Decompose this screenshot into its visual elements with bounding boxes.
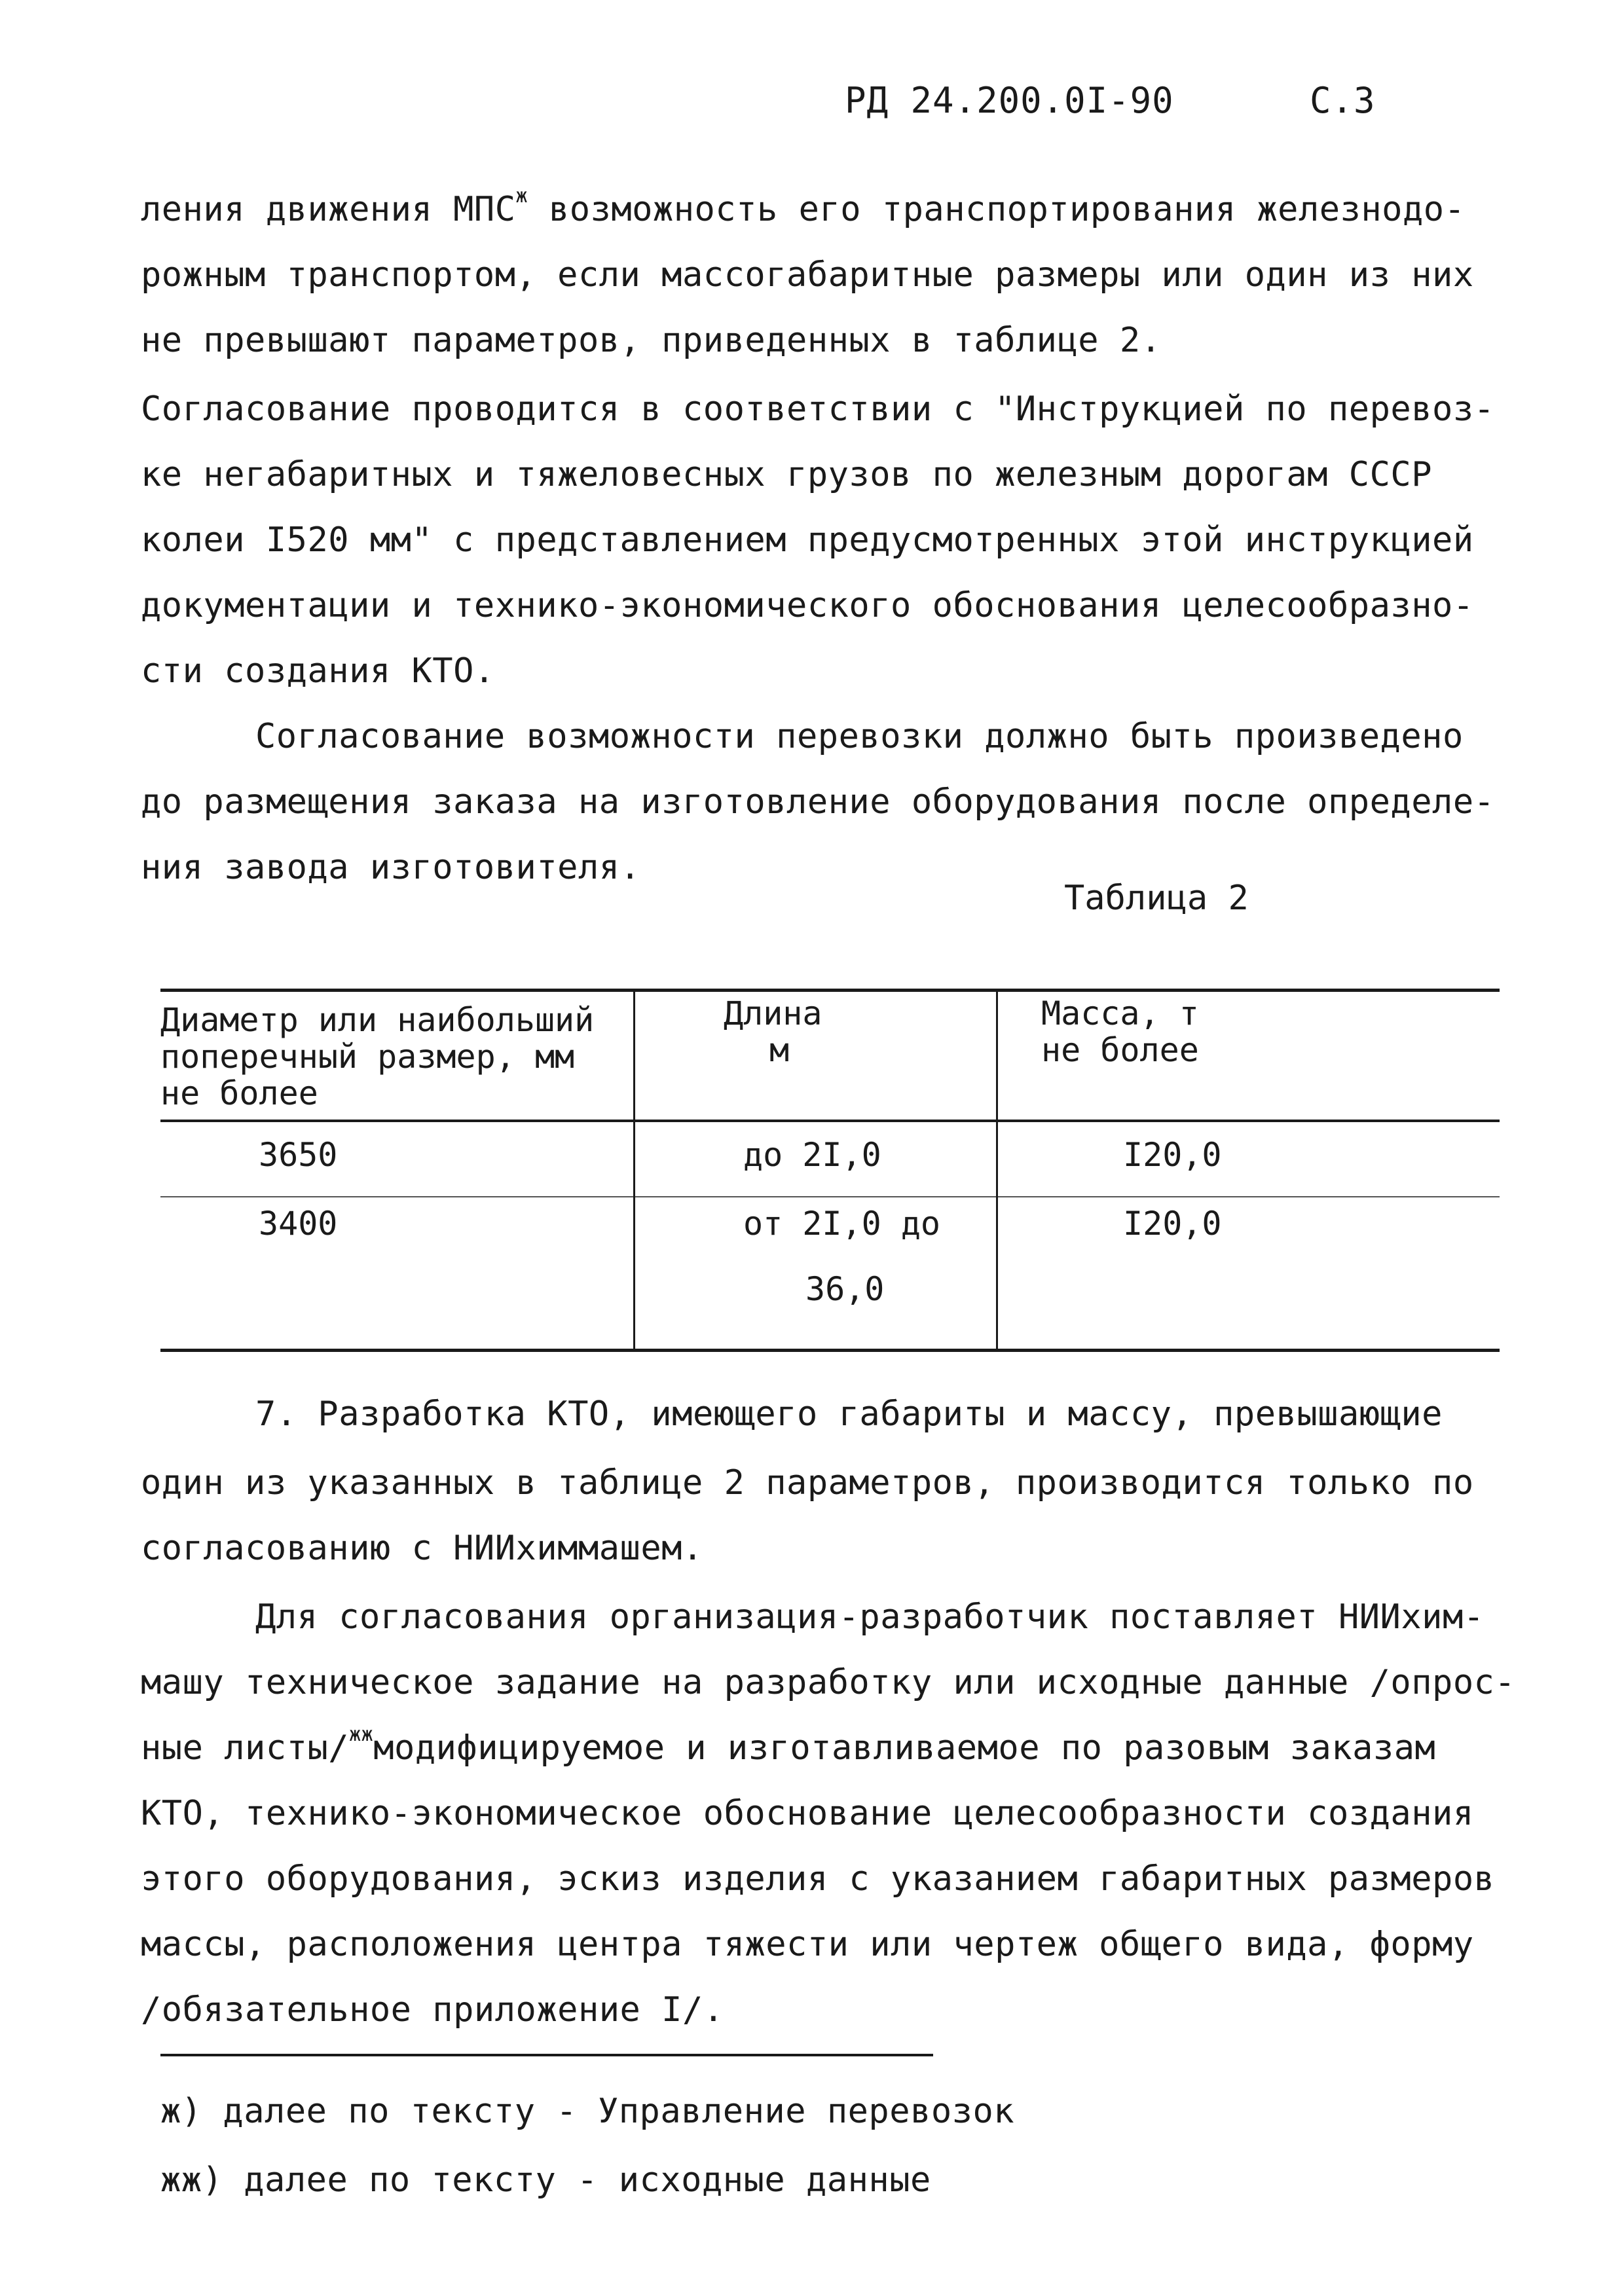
body-line: колеи I520 мм" с представлением предусмотренных этой инструкцией: [141, 520, 1474, 560]
body-line: ке негабаритных и тяжеловесных грузов по железным дорогам СССР: [141, 455, 1433, 494]
body-line: рожным транспортом, если массогабаритные размеры или один из них: [141, 255, 1474, 295]
body-line: 7. Разработка КТО, имеющего габариты и массу, превышающие: [255, 1394, 1443, 1434]
footnote: ж) далее по тексту - Управление перевозок: [160, 2092, 1015, 2131]
body-line: документации и технико-экономического обоснования целесообразно-: [141, 586, 1474, 625]
table-rule-bottom: [160, 1349, 1500, 1352]
body-line: один из указанных в таблице 2 параметров, производится только по: [141, 1463, 1474, 1503]
header-mass: Масса, т не более: [1041, 994, 1199, 1069]
body-line: до размещения заказа на изготовление оборудования после определе-: [141, 782, 1495, 822]
footnote-separator: [160, 2054, 933, 2056]
body-line: Для согласования организация-разработчик поставляет НИИхим-: [255, 1597, 1485, 1637]
table-rule-header: [160, 1120, 1500, 1122]
cell-mass: I20,0: [1123, 1205, 1222, 1243]
body-line: не превышают параметров, приведенных в таблице 2.: [141, 321, 1162, 360]
cell-diameter: 3400: [259, 1205, 338, 1243]
footnote-mark: ж: [515, 185, 528, 208]
table-column-divider: [633, 989, 635, 1351]
cell-length-cont: 36,0: [805, 1270, 885, 1308]
body-line: КТО, технико-экономическое обоснование целесообразности создания: [141, 1794, 1474, 1833]
parameters-table: [160, 989, 1500, 1353]
page-number: С.3: [1310, 80, 1376, 121]
body-line: ные листы/$^{жж}$модифицируемое и изготавливаемое по разовым заказам: [141, 1723, 1436, 1768]
table-rule-row: [160, 1196, 1500, 1197]
body-line: согласованию с НИИхиммашем.: [141, 1529, 703, 1568]
body-line: Согласование возможности перевозки должно быть произведено: [255, 717, 1464, 756]
body-line: массы, расположения центра тяжести или чертеж общего вида, форму: [141, 1925, 1474, 1964]
footnote: жж) далее по тексту - исходные данные: [160, 2160, 931, 2200]
body-line: Согласование проводится в соответствии с "Инструкцией по перевоз-: [141, 390, 1495, 429]
table-rule-top: [160, 989, 1500, 992]
document-code: РД 24.200.0I-90: [845, 80, 1174, 121]
table-column-divider: [996, 989, 998, 1351]
body-line: машу техническое задание на разработку или исходные данные /опрос-: [141, 1663, 1516, 1702]
cell-mass: I20,0: [1123, 1136, 1222, 1174]
body-line: сти создания КТО.: [141, 651, 495, 691]
header-length: Длина м: [724, 994, 822, 1069]
body-line: ния завода изготовителя.: [141, 848, 641, 887]
body-line: /обязательное приложение I/.: [141, 1990, 724, 2030]
footnote-mark: жж: [349, 1723, 374, 1746]
body-line: этого оборудования, эскиз изделия с указанием габаритных размеров: [141, 1859, 1495, 1899]
cell-diameter: 3650: [259, 1136, 338, 1174]
header-diameter: Диаметр или наибольший поперечный размер, мм не более: [160, 1001, 595, 1112]
cell-length: до 2I,0: [743, 1136, 881, 1174]
body-line: ления движения МПС$^ж$ возможность его транспортирования железнодо-: [141, 185, 1466, 229]
cell-length: от 2I,0 до: [743, 1205, 941, 1243]
table-caption: Таблица 2: [1064, 879, 1249, 918]
